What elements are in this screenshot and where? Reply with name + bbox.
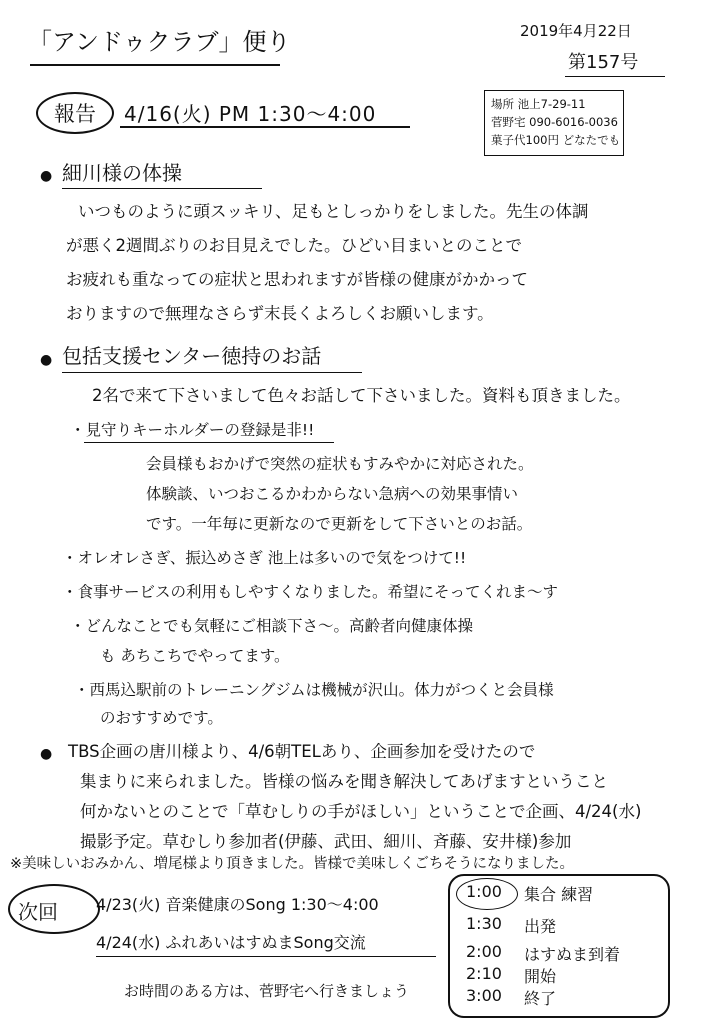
subitem-consult: ・どんなことでも気軽にご相談下さ～。高齢者向健康体操 xyxy=(70,617,474,635)
report-badge: 報告 xyxy=(36,92,114,134)
subitem-line: 体験談、いつおこるかわからない急病への効果事情い xyxy=(146,485,519,503)
info-box xyxy=(484,90,624,156)
issue-number: 第157号 xyxy=(568,52,639,73)
issue-date: 2019年4月22日 xyxy=(520,22,632,40)
section-line: 2名で来て下さいまして色々お話して下さいました。資料も頂きました。 xyxy=(92,386,631,405)
next-event: 4/23(火) 音楽健康のSong 1:30～4:00 xyxy=(96,895,379,914)
section-line: 集まりに来られました。皆様の悩みを聞き解決してあげますということ xyxy=(80,772,608,791)
subitem-underline xyxy=(84,442,334,443)
section-line: 撮影予定。草むしり参加者(伊藤、武田、細川、斉藤、安井様)参加 xyxy=(80,832,572,851)
subitem-line: も あちこちでやってます。 xyxy=(100,647,290,665)
subitem-line: です。一年毎に更新なので更新をして下さいとのお話。 xyxy=(146,515,533,533)
section-bullet: ● xyxy=(40,352,53,368)
section-line: が悪く2週間ぶりのお目見えでした。ひどい目まいとのことで xyxy=(66,236,522,255)
section-title-support-center: 包括支援センター徳持のお話 xyxy=(62,344,322,368)
section-title-exercise: 細川様の体操 xyxy=(62,161,182,185)
schedule-label: 集合 練習 xyxy=(524,885,594,904)
info-fee: 菓子代100円 どなたでも xyxy=(491,133,621,147)
section-bullet: ● xyxy=(40,168,53,184)
section-line: おりますので無理なさらず末長くよろしくお願いします。 xyxy=(66,304,494,323)
next-label: 次回 xyxy=(18,900,58,924)
section-title-underline xyxy=(62,188,262,189)
schedule-time: 2:10 xyxy=(466,964,502,983)
issue-underline xyxy=(565,76,665,77)
title-underline xyxy=(30,64,280,66)
section-line: TBS企画の唐川様より、4/6朝TELあり、企画参加を受けたので xyxy=(68,742,536,761)
schedule-label: 開始 xyxy=(524,967,557,986)
next-footer: お時間のある方は、菅野宅へ行きましょう xyxy=(124,982,410,1000)
next-event: 4/24(水) ふれあいはすぬまSong交流 xyxy=(96,933,366,952)
report-underline xyxy=(120,126,410,128)
subitem-gym: ・西馬込駅前のトレーニングジムは機械が沢山。体力がつくと会員様 xyxy=(74,681,554,699)
report-time: 4/16(火) PM 1:30～4:00 xyxy=(124,102,377,126)
subitem-meal-service: ・食事サービスの利用もしやすくなりました。希望にそってくれま～す xyxy=(62,583,559,601)
subitem-keyholder: ・見守りキーホルダーの登録是非!! xyxy=(70,421,315,439)
subitem-line: のおすすめです。 xyxy=(100,709,223,727)
schedule-time: 2:00 xyxy=(466,942,502,961)
section-bullet: ● xyxy=(40,746,53,762)
info-contact: 菅野宅 090-6016-0036 xyxy=(491,115,618,129)
section-title-underline xyxy=(62,372,362,373)
schedule-label: はすぬま到着 xyxy=(524,945,621,964)
schedule-label: 終了 xyxy=(524,989,557,1008)
info-location: 場所 池上7-29-11 xyxy=(491,97,586,111)
event-underline xyxy=(96,956,436,957)
thanks-note: ※美味しいおみかん、増尾様より頂きました。皆様で美味しくごちそうになりました。 xyxy=(10,856,575,872)
page-title: 「アンドゥクラブ」便り xyxy=(28,28,291,56)
schedule-time: 3:00 xyxy=(466,986,502,1005)
section-line: 何かないとのことで「草むしりの手がほしい」ということで企画、4/24(水) xyxy=(80,802,642,821)
schedule-time: 1:30 xyxy=(466,914,502,933)
schedule-label: 出発 xyxy=(524,917,557,936)
schedule-time: 1:00 xyxy=(466,882,502,901)
section-line: いつものように頭スッキリ、足もとしっかりをしました。先生の体調 xyxy=(78,202,589,221)
subitem-line: 会員様もおかげで突然の症状もすみやかに対応された。 xyxy=(146,455,534,473)
section-line: お疲れも重なっての症状と思われますが皆様の健康がかかって xyxy=(66,270,528,289)
subitem-fraud: ・オレオレさぎ、振込めさぎ 池上は多いので気をつけて!! xyxy=(62,549,467,567)
